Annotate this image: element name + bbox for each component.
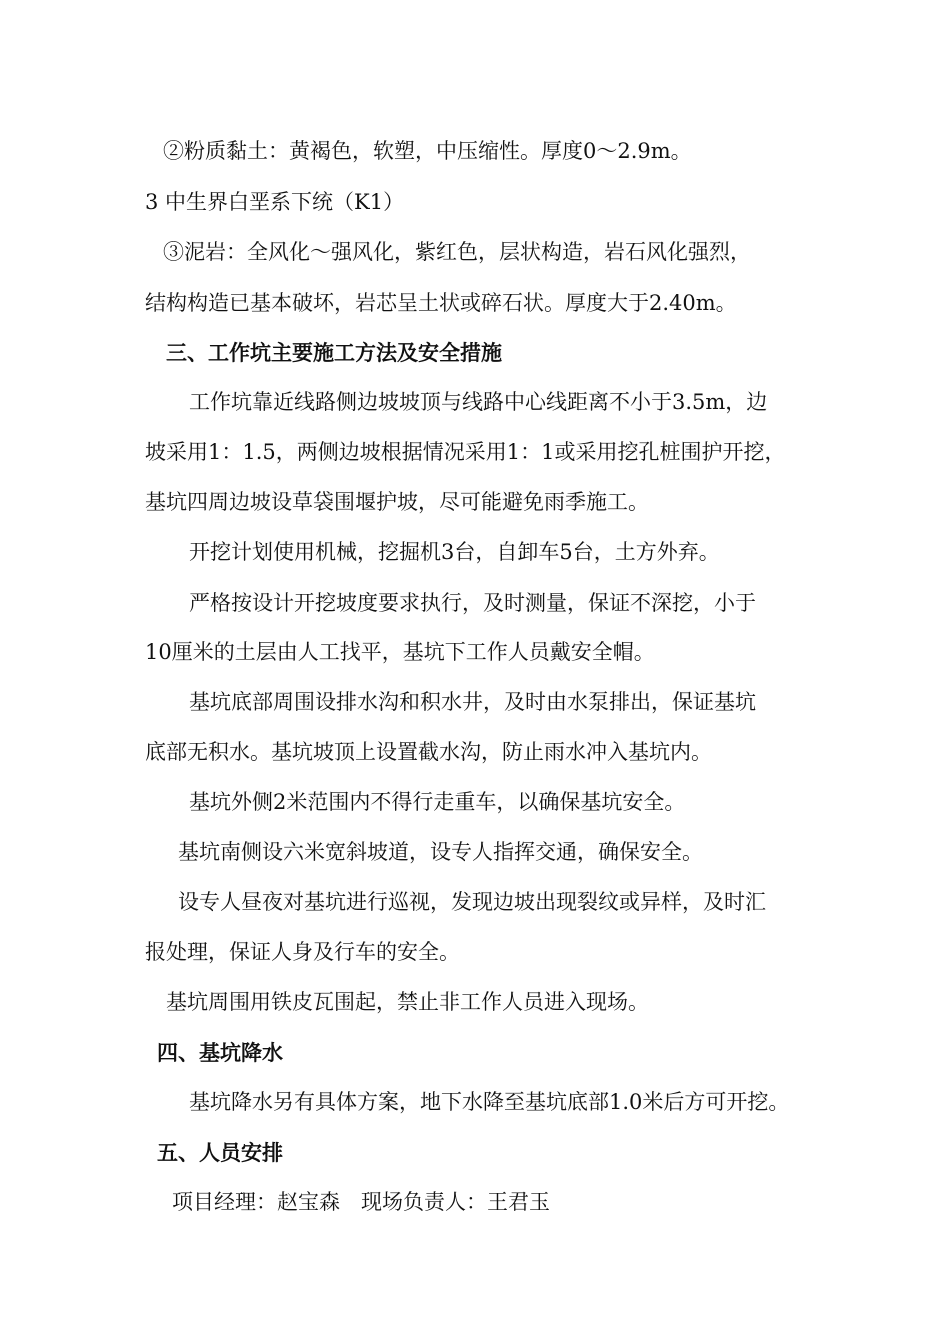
section-heading-4: 四、基坑降水 bbox=[157, 1040, 283, 1065]
text-line-patrol: 设专人昼夜对基坑进行巡视，发现边坡出现裂纹或异样，及时汇 bbox=[178, 890, 766, 914]
text-line-dewatering: 基坑降水另有具体方案，地下水降至基坑底部1.0米后方可开挖。 bbox=[189, 1090, 790, 1114]
section-heading-5: 五、人员安排 bbox=[157, 1140, 283, 1165]
text-line-personnel: 项目经理：赵宝森 现场负责人：王君玉 bbox=[172, 1190, 550, 1214]
text-line-soil-layer: 10厘米的土层由人工找平，基坑下工作人员戴安全帽。 bbox=[145, 640, 655, 664]
text-line-ramp: 基坑南侧设六米宽斜坡道，设专人指挥交通，确保安全。 bbox=[178, 840, 703, 864]
text-line-mudstone: ③泥岩：全风化～强风化，紫红色，层状构造，岩石风化强烈， bbox=[163, 240, 751, 264]
text-line-pit-distance: 工作坑靠近线路侧边坡坡顶与线路中心线距离不小于3.5m，边 bbox=[189, 390, 768, 414]
text-line-sandbags: 基坑四周边坡设草袋围堰护坡，尽可能避免雨季施工。 bbox=[145, 490, 649, 514]
text-line-drainage: 基坑底部周围设排水沟和积水井，及时由水泵排出，保证基坑 bbox=[189, 690, 756, 714]
text-line-clay: ②粉质黏土：黄褐色，软塑，中压缩性。厚度0～2.9m。 bbox=[163, 139, 692, 163]
text-line-slope-design: 严格按设计开挖坡度要求执行，及时测量，保证不深挖，小于 bbox=[189, 591, 756, 615]
text-line-slope-ratio: 坡采用1：1.5，两侧边坡根据情况采用1：1或采用挖孔桩围护开挖， bbox=[145, 440, 786, 464]
text-line-machinery: 开挖计划使用机械，挖掘机3台，自卸车5台，土方外弃。 bbox=[189, 540, 720, 564]
text-line-mudstone-cont: 结构构造已基本破坏，岩芯呈土状或碎石状。厚度大于2.40m。 bbox=[145, 291, 737, 315]
text-line-cretaceous: 3 中生界白垩系下统（K1） bbox=[145, 190, 405, 214]
text-line-patrol-cont: 报处理，保证人身及行车的安全。 bbox=[145, 940, 460, 964]
section-heading-3: 三、工作坑主要施工方法及安全措施 bbox=[166, 340, 502, 365]
text-line-fence: 基坑周围用铁皮瓦围起，禁止非工作人员进入现场。 bbox=[166, 990, 649, 1014]
text-line-heavy-vehicles: 基坑外侧2米范围内不得行走重车，以确保基坑安全。 bbox=[189, 790, 686, 814]
text-line-drainage-cont: 底部无积水。基坑坡顶上设置截水沟，防止雨水冲入基坑内。 bbox=[145, 740, 712, 764]
